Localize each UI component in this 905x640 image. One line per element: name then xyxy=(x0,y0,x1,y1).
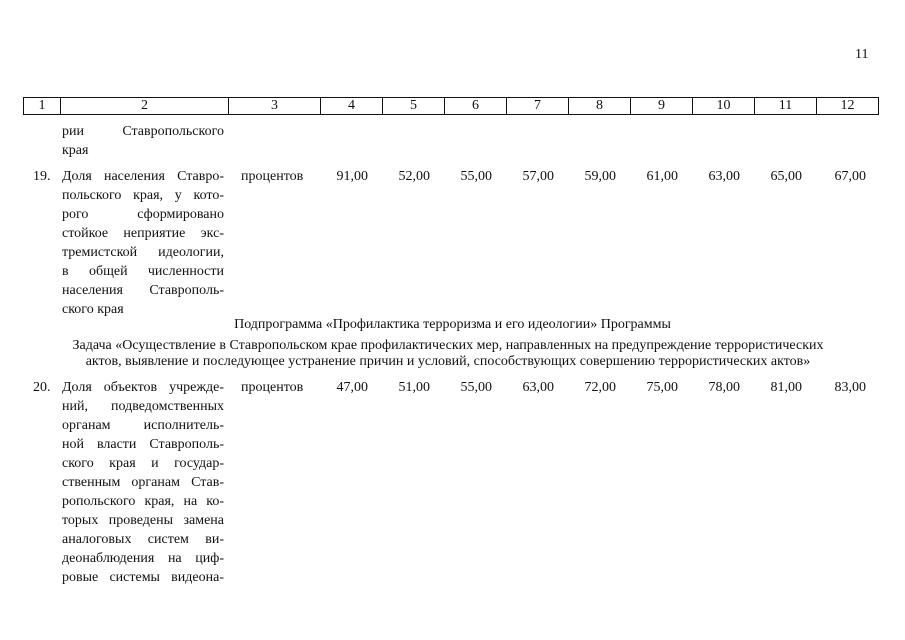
header-col-5: 5 xyxy=(383,98,445,115)
desc-line: ропольского края, на ко- xyxy=(62,494,224,509)
value-col-7: 63,00 xyxy=(522,380,554,395)
value-col-11: 65,00 xyxy=(770,169,802,184)
unit-cell: процентов xyxy=(241,380,304,395)
desc-line: края xyxy=(62,143,89,158)
header-col-7: 7 xyxy=(507,98,569,115)
desc-line: в общей численности xyxy=(62,264,224,279)
value-col-9: 75,00 xyxy=(646,380,678,395)
row-number: 20. xyxy=(33,380,51,395)
value-col-6: 55,00 xyxy=(460,380,492,395)
desc-line: рии Ставропольского xyxy=(62,124,224,139)
value-col-5: 52,00 xyxy=(398,169,430,184)
desc-line: ной власти Ставрополь- xyxy=(62,437,224,452)
desc-line: польского края, у кото- xyxy=(62,188,224,203)
row-description xyxy=(62,378,224,587)
task-line: актов, выявление и последующее устранение причин и условий, способствующих совершению террористических актов» xyxy=(85,354,811,369)
row-number: 19. xyxy=(33,169,51,184)
header-col-11: 11 xyxy=(755,98,817,115)
task-line: Задача «Осуществление в Ставропольском крае профилактических мер, направленных на предупреждение террористических xyxy=(72,338,824,353)
header-col-9: 9 xyxy=(631,98,693,115)
value-col-12: 67,00 xyxy=(834,169,866,184)
header-col-6: 6 xyxy=(445,98,507,115)
value-col-8: 59,00 xyxy=(584,169,616,184)
continuation-description xyxy=(62,122,224,160)
desc-line: торых проведены замена xyxy=(62,513,224,528)
subprogram-title: Подпрограмма «Профилактика терроризма и его идеологии» Программы xyxy=(234,317,671,332)
header-col-4: 4 xyxy=(321,98,383,115)
header-col-3: 3 xyxy=(229,98,321,115)
header-col-1: 1 xyxy=(24,98,61,115)
page-number: 11 xyxy=(855,47,869,62)
desc-line: аналоговых систем ви- xyxy=(62,532,224,547)
header-col-12: 12 xyxy=(817,98,879,115)
value-col-4: 47,00 xyxy=(336,380,368,395)
row-description xyxy=(62,167,224,319)
desc-line: рого сформировано xyxy=(62,207,224,222)
value-col-5: 51,00 xyxy=(398,380,430,395)
desc-line: ровые системы видеона- xyxy=(62,570,224,585)
value-col-7: 57,00 xyxy=(522,169,554,184)
desc-line: органам исполнитель- xyxy=(62,418,224,433)
desc-line: стойкое неприятие экс- xyxy=(62,226,224,241)
value-col-12: 83,00 xyxy=(834,380,866,395)
desc-line: ний, подведомственных xyxy=(62,399,224,414)
task-description xyxy=(24,338,872,370)
desc-line: тремистской идеологии, xyxy=(62,245,224,260)
value-col-10: 78,00 xyxy=(708,380,740,395)
value-col-9: 61,00 xyxy=(646,169,678,184)
column-number-header xyxy=(23,97,879,115)
desc-line: Доля объектов учрежде- xyxy=(62,380,224,395)
header-col-2: 2 xyxy=(61,98,229,115)
desc-line: ского края и государ- xyxy=(62,456,224,471)
header-col-10: 10 xyxy=(693,98,755,115)
value-col-11: 81,00 xyxy=(770,380,802,395)
desc-line: Доля населения Ставро- xyxy=(62,169,224,184)
unit-cell: процентов xyxy=(241,169,304,184)
value-col-10: 63,00 xyxy=(708,169,740,184)
value-col-8: 72,00 xyxy=(584,380,616,395)
value-col-4: 91,00 xyxy=(336,169,368,184)
desc-line: ственным органам Став- xyxy=(62,475,224,490)
header-col-8: 8 xyxy=(569,98,631,115)
desc-line: населения Ставрополь- xyxy=(62,283,224,298)
value-col-6: 55,00 xyxy=(460,169,492,184)
desc-line: ского края xyxy=(62,302,124,317)
desc-line: деонаблюдения на циф- xyxy=(62,551,224,566)
